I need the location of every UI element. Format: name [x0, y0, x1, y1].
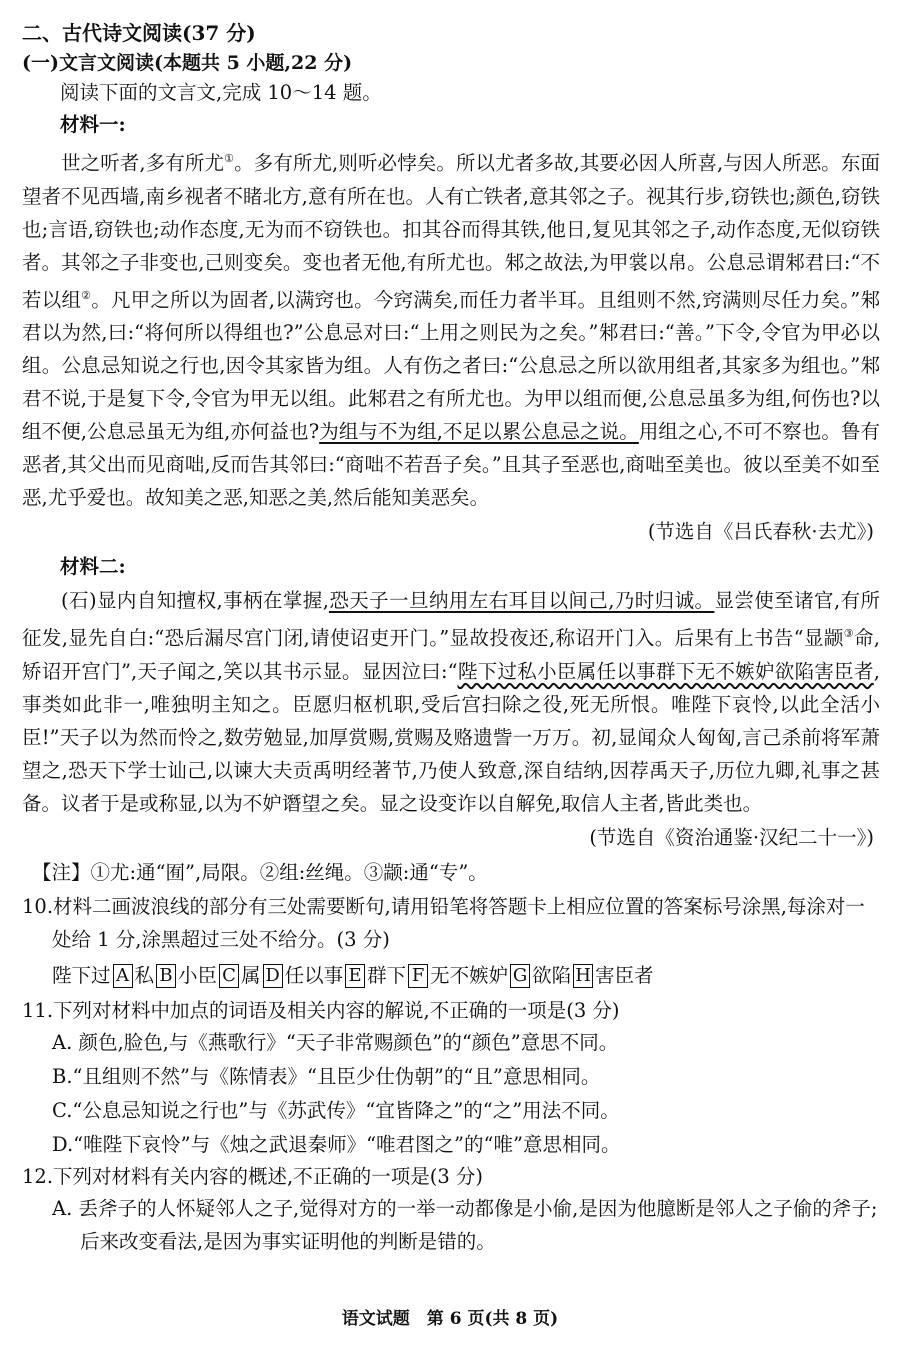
segment-text: 属	[241, 963, 261, 987]
answer-box-c: C	[219, 964, 239, 988]
note-mark-1: ①	[224, 152, 235, 165]
question-10	[22, 890, 880, 996]
segment-text: 群下	[367, 963, 407, 987]
material2-label: 材料二:	[60, 555, 126, 578]
material1-text-4: 用组之心,不可不察也。鲁有恶者,其父出而见商咄,反而告其邻曰:“商咄不若吾子矣。”且其子至恶也,商咄至美也。彼以至美不如至恶,尤乎爱也。故知美之恶,知恶之美,然后能知美恶矣。	[22, 420, 881, 509]
material2-source: (节选自《资治通鉴·汉纪二十一》)	[589, 825, 874, 849]
answer-box-f: F	[408, 964, 428, 988]
material1-passage	[22, 142, 880, 514]
material2-text-2: 显尝使至诸官,有所征发,显先自白:“恐后漏尽宫门闭,请使诏吏开门。”显故投夜还,称诏开门入。后果有上书告“显颛	[22, 589, 880, 650]
material2-text-1: (石)显内自知擅权,事柄在掌握,	[61, 589, 329, 612]
segment-text: 无不嫉妒	[430, 963, 509, 987]
question-12-number: 12.	[22, 1164, 54, 1188]
segment-text: 陛下过	[52, 963, 111, 987]
question-10-segment-line	[22, 956, 880, 996]
note-mark-2: ②	[81, 288, 92, 302]
material1-text-3: 。凡甲之所以为固者,以满窍也。今窍满矣,而任力者半耳。且组则不然,窍满则尽任力矣。”邾君以为然,曰:“将何所以得组也?”公息忌对曰:“上用之则民为之矣。”邾君曰:“善。”下令,令官为甲必以组。公息忌知说之行也,因令其家皆为组。人有伤之者曰:“公息忌之所以欲用组者,其家多为组也。”邾君不说,于是复下令,令官为甲无以组。此邾君之有所尤也。为甲以组而便,公息忌虽多为组,何伤也?以组不便,公息忌虽无为组,亦何益也?	[22, 288, 880, 443]
answer-box-d: D	[263, 964, 283, 988]
question-12-text: 下列对材料有关内容的概述,不正确的一项是(3 分)	[53, 1164, 484, 1188]
annotation-notes: 【注】①尤:通“囿”,局限。②组:丝绳。③颛:通“专”。	[32, 860, 488, 884]
exam-page	[22, 18, 880, 1258]
answer-box-g: G	[510, 964, 530, 988]
reading-instruction: 阅读下面的文言文,完成 10～14 题。	[60, 81, 382, 104]
answer-box-a: A	[113, 964, 133, 988]
question-10-number: 10.	[22, 894, 54, 918]
material1-text-1: 世之听者,多有所尤	[61, 151, 225, 175]
material2-passage	[22, 584, 880, 820]
section-title: 二、古代诗文阅读(37 分)	[22, 21, 256, 45]
question-10-text: 材料二画波浪线的部分有三处需要断句,请用铅笔将答题卡上相应位置的答案标号涂黑,每涂对一处给 1 分,涂黑超过三处不给分。(3 分)	[52, 894, 865, 951]
option-a: A. 丢斧子的人怀疑邻人之子,觉得对方的一举一动都像是小偷,是因为他臆断是邻人之子偷的斧子;后来改变看法,是因为事实证明他的判断是错的。	[52, 1196, 878, 1253]
material1-source: (节选自《吕氏春秋·去尤》)	[647, 520, 874, 543]
answer-box-e: E	[345, 964, 365, 988]
question-12-stem	[22, 1162, 880, 1192]
page-footer: 语文试题 第 6 页(共 8 页)	[341, 1309, 559, 1329]
question-11-stem	[22, 996, 880, 1026]
material2-underlined-sentence: 恐天子一旦纳用左右耳目以间己,乃时归诚。	[328, 589, 715, 612]
question-10-stem	[22, 890, 880, 956]
segment-text: 欲陷	[532, 963, 572, 987]
answer-box-b: B	[156, 964, 176, 988]
question-11	[22, 996, 880, 1162]
material1-underlined-sentence: 为组与不为组,不足以累公息忌之说。	[319, 420, 639, 443]
material1-label: 材料一:	[60, 113, 126, 136]
option-a: A. 颜色,脸色,与《燕歌行》“天子非常赐颜色”的“颜色”意思不同。	[52, 1030, 619, 1054]
option-c: C.“公息忌知说之行也”与《苏武传》“宜皆降之”的“之”用法不同。	[52, 1098, 620, 1122]
segment-text: 私	[134, 963, 155, 987]
subsection-title: (一)文言文阅读(本题共 5 小题,22 分)	[22, 52, 353, 74]
note-mark-3: ③	[843, 627, 854, 640]
material1-text-2: 。多有所尤,则听必悖矣。所以尤者多故,其要必因人所喜,与因人所恶。东面望者不见西墙,南乡视者不睹北方,意有所在也。人有亡铁者,意其邻之子。视其行步,窃铁也;颜色,窃铁也;言语,窃铁也;动作态度,无为而不窃铁也。扣其谷而得其铁,他日,复见其邻之子,动作态度,无似窃铁者。其邻之子非变也,己则变矣。变也者无他,有所尤也。邾之故法,为甲裳以帛。公息忌谓邾君曰:“不若以组	[22, 151, 880, 311]
segment-text: 任以事	[284, 963, 344, 987]
answer-box-h: H	[573, 964, 593, 988]
segment-text: 害臣者	[595, 963, 654, 987]
question-11-text: 下列对材料中加点的词语及相关内容的解说,不正确的一项是(3 分)	[53, 998, 620, 1022]
material2-wavy-sentence: 陛下过私小臣属任以事群下无不嫉妒欲陷害臣者	[457, 659, 874, 683]
material2-text-4: ,事类如此非一,唯独明主知之。臣愿归枢机职,受后宫扫除之役,死无所恨。唯陛下哀怜,以此全活小臣!”天子以为然而怜之,数劳勉显,加厚赏赐,赏赐及赂遗訾一万万。初,显闻众人匈匈,言己杀前将军萧望之,恐天下学士讪己,以谏大夫贡禹明经著节,乃使人致意,深自结纳,因荐禹天子,历位九卿,礼事之甚备。议者于是或称显,以为不妒谮望之矣。显之设变诈以自解免,取信人主者,皆此类也。	[22, 659, 880, 815]
option-d: D.“唯陛下哀怜”与《烛之武退秦师》“唯君图之”的“唯”意思相同。	[52, 1132, 621, 1156]
question-11-number: 11.	[22, 998, 54, 1022]
segment-text: 小臣	[178, 963, 218, 987]
option-b: B.“且组则不然”与《陈情表》“且臣少仕伪朝”的“且”意思相同。	[52, 1064, 601, 1088]
material2-text-3: 命,矫诏开宫门”,天子闻之,笑以其书示显。显因泣曰:“	[22, 626, 880, 683]
question-12	[22, 1162, 880, 1258]
